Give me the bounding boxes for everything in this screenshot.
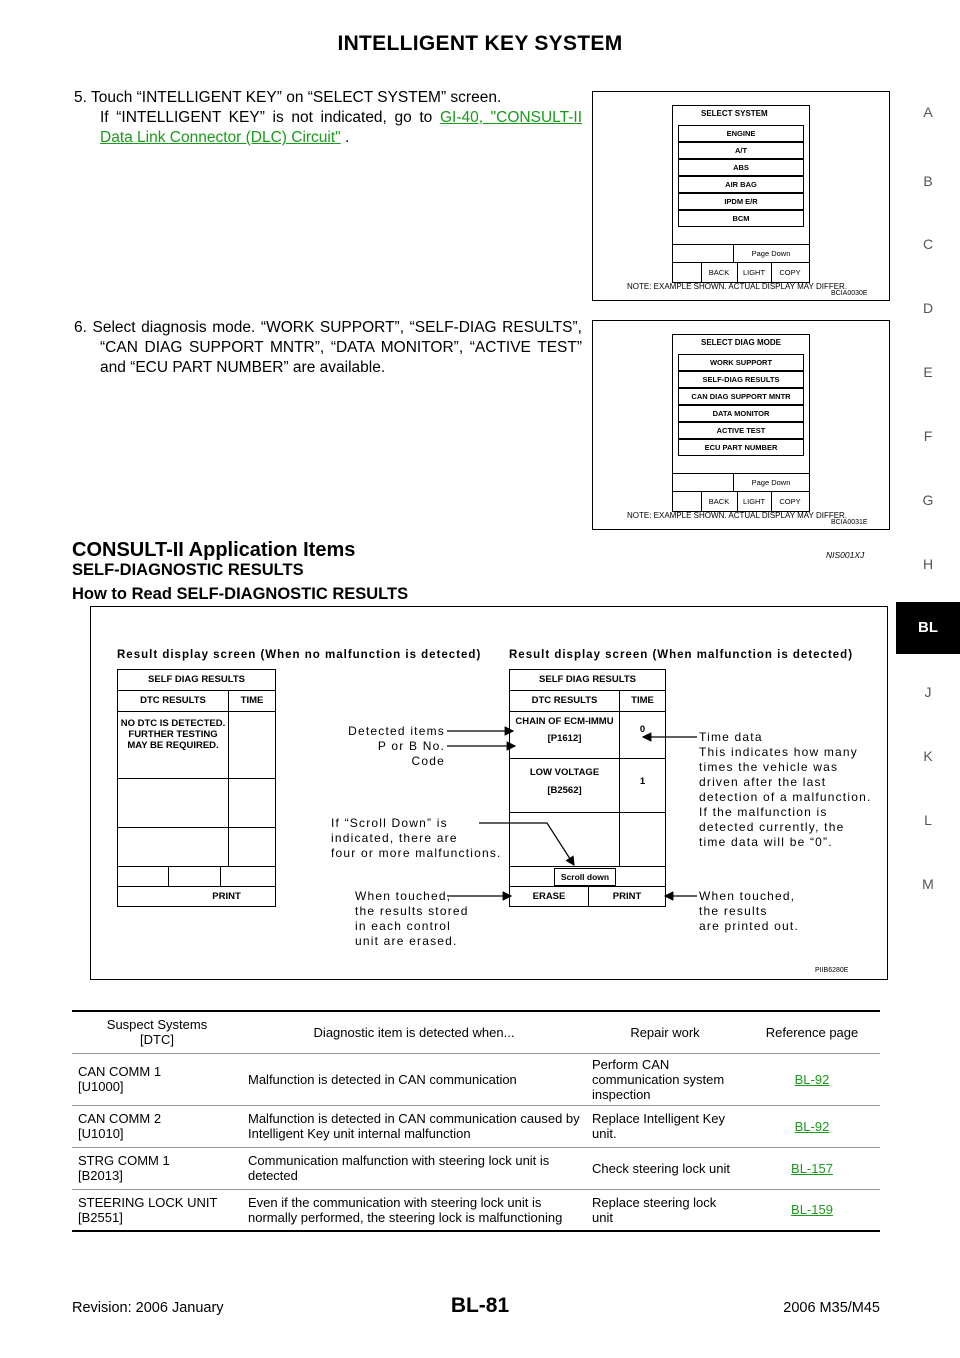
- step-5-suffix: .: [340, 129, 350, 146]
- left-print-button[interactable]: PRINT: [212, 891, 241, 902]
- system-name: STRG COMM 1: [78, 1153, 170, 1168]
- left-caption: Result display screen (When no malfunction is detected): [117, 649, 482, 661]
- scroll-down-button[interactable]: Scroll down: [554, 868, 616, 886]
- page-down-row: [673, 473, 809, 492]
- th-suspect-systems: [72, 1011, 242, 1053]
- footer-model: 2006 M35/M45: [783, 1300, 880, 1316]
- back-button[interactable]: BACK: [708, 268, 730, 277]
- system-code: [U1000]: [78, 1079, 124, 1094]
- footer-page-number: BL-81: [450, 1294, 510, 1317]
- figure-code: BCIA0031E: [831, 519, 868, 526]
- ann-time-line5: detection of a malfunction.: [699, 790, 872, 804]
- system-name: CAN COMM 2: [78, 1111, 162, 1126]
- left-col-time: TIME: [229, 691, 275, 712]
- ann-print-line3: are printed out.: [699, 919, 799, 933]
- table-row: [72, 1189, 880, 1231]
- menu-item-ecu-part-number[interactable]: ECU PART NUMBER: [678, 439, 804, 456]
- side-index-l[interactable]: L: [924, 812, 932, 828]
- dtc-item-2-time: 1: [639, 776, 646, 787]
- table-header-row: [72, 1011, 880, 1053]
- ann-erase-line4: unit are erased.: [355, 934, 458, 948]
- figure-note: NOTE: EXAMPLE SHOWN. ACTUAL DISPLAY MAY DIFFER.: [627, 511, 848, 520]
- side-index-j[interactable]: J: [924, 684, 932, 700]
- annotation-arrows: [91, 607, 887, 979]
- table-row: [72, 1105, 880, 1147]
- dtc-item-1-name: CHAIN OF ECM-IMMU: [515, 716, 614, 727]
- light-button[interactable]: LIGHT: [742, 497, 766, 506]
- ann-time-line8: time data will be “0”.: [699, 835, 833, 849]
- ann-scroll-line2: indicated, there are: [331, 831, 458, 845]
- table-row: [72, 1053, 880, 1105]
- cell-diag: Even if the communication with steering lock unit is normally performed, the steering lock is malfunctioning: [242, 1189, 586, 1231]
- side-index-b[interactable]: B: [923, 173, 933, 189]
- right-screen-header: SELF DIAG RESULTS: [510, 670, 665, 691]
- dtc-item-2-name: LOW VOLTAGE: [529, 767, 600, 778]
- back-button[interactable]: BACK: [708, 497, 730, 506]
- figure-select-system: [592, 91, 890, 301]
- step-5-prefix: If “INTELLIGENT KEY” is not indicated, go to: [100, 109, 440, 126]
- select-system-screen: [672, 105, 810, 283]
- cell-diag: Communication malfunction with steering lock unit is detected: [242, 1147, 586, 1189]
- menu-item-active-test[interactable]: ACTIVE TEST: [678, 422, 804, 439]
- figure-select-diag-mode: [592, 320, 890, 530]
- menu-item-at[interactable]: A/T: [678, 142, 804, 159]
- ann-time-line4: driven after the last: [699, 775, 827, 789]
- ref-link[interactable]: BL-157: [791, 1160, 833, 1176]
- gi-40-link[interactable]: GI-40, "CONSULT-II Data Link Connector (DLC) Circuit": [100, 109, 582, 146]
- light-button[interactable]: LIGHT: [742, 268, 766, 277]
- right-caption: Result display screen (When malfunction is detected): [509, 649, 854, 661]
- cell-system: [72, 1105, 242, 1147]
- no-dtc-line3: MAY BE REQUIRED.: [127, 740, 219, 751]
- ref-link[interactable]: BL-159: [791, 1202, 833, 1218]
- ann-print-line1: When touched,: [699, 889, 796, 903]
- menu-item-bcm[interactable]: BCM: [678, 210, 804, 227]
- ann-erase-line1: When touched,: [355, 889, 452, 903]
- menu-item-self-diag-results[interactable]: SELF-DIAG RESULTS: [678, 371, 804, 388]
- side-index-bl-active[interactable]: BL: [896, 602, 960, 654]
- ann-time-line2: This indicates how many: [699, 745, 858, 759]
- system-name: CAN COMM 1: [78, 1064, 162, 1079]
- ann-detected-line2: P or B No. Code: [377, 739, 445, 768]
- right-col-time: TIME: [620, 691, 665, 712]
- cell-repair: Replace steering lock unit: [586, 1189, 744, 1231]
- section-title: CONSULT-II Application Items: [72, 539, 356, 561]
- dtc-item-1-code: [P1612]: [547, 733, 582, 744]
- step-5: [74, 88, 582, 148]
- dtc-item-2-code: [B2562]: [547, 785, 582, 796]
- cell-ref: [744, 1053, 880, 1105]
- subsubsection-title: How to Read SELF-DIAGNOSTIC RESULTS: [72, 585, 409, 603]
- side-index-g[interactable]: G: [922, 492, 934, 508]
- copy-button[interactable]: COPY: [779, 497, 801, 506]
- left-col-dtc: DTC RESULTS: [118, 691, 229, 712]
- menu-item-air-bag[interactable]: AIR BAG: [678, 176, 804, 193]
- th-suspect-line2: [DTC]: [140, 1032, 174, 1048]
- th-reference-page: Reference page: [744, 1011, 880, 1053]
- ann-time-line1: Time data: [699, 730, 763, 744]
- step-5-line2: [74, 108, 582, 148]
- cell-ref: [744, 1105, 880, 1147]
- menu-item-data-monitor[interactable]: DATA MONITOR: [678, 405, 804, 422]
- system-code: [B2551]: [78, 1209, 123, 1225]
- figure-note: NOTE: EXAMPLE SHOWN. ACTUAL DISPLAY MAY DIFFER.: [627, 282, 848, 291]
- menu-item-can-diag[interactable]: CAN DIAG SUPPORT MNTR: [678, 388, 804, 405]
- step-5-line1: 5. Touch “INTELLIGENT KEY” on “SELECT SYSTEM” screen.: [74, 89, 502, 106]
- cell-repair: Replace Intelligent Key unit.: [586, 1105, 744, 1147]
- side-index-f[interactable]: F: [923, 428, 933, 444]
- system-name: STEERING LOCK UNIT: [78, 1194, 218, 1210]
- ann-scroll-line3: four or more malfunctions.: [331, 846, 502, 860]
- figure-code: BCIA0030E: [831, 290, 868, 297]
- left-screen-header: SELF DIAG RESULTS: [118, 670, 275, 691]
- ann-detected-line1: Detected items: [348, 724, 445, 738]
- screen-header: SELECT DIAG MODE: [701, 338, 782, 347]
- cell-ref: [744, 1189, 880, 1231]
- page-down-button[interactable]: Page Down: [751, 478, 791, 487]
- ann-time-line3: times the vehicle was: [699, 760, 839, 774]
- side-index-k[interactable]: K: [923, 748, 933, 764]
- no-dtc-line1: NO DTC IS DETECTED.: [120, 718, 226, 729]
- page-down-button[interactable]: Page Down: [751, 249, 791, 258]
- th-diagnostic-item: Diagnostic item is detected when...: [242, 1011, 586, 1053]
- button-row: [673, 491, 809, 511]
- side-index-h[interactable]: H: [922, 556, 934, 572]
- cell-system: [72, 1189, 242, 1231]
- page-title: INTELLIGENT KEY SYSTEM: [337, 32, 623, 55]
- system-code: [B2013]: [78, 1168, 123, 1183]
- ann-print-line2: the results: [699, 904, 768, 918]
- cell-repair: Perform CAN communication system inspection: [586, 1053, 744, 1105]
- menu-item-abs[interactable]: ABS: [678, 159, 804, 176]
- system-code: [U1010]: [78, 1126, 124, 1141]
- page-down-row: [673, 244, 809, 263]
- table-row: [72, 1147, 880, 1189]
- figure-self-diag-results: [90, 606, 888, 980]
- menu-item-engine[interactable]: ENGINE: [678, 125, 804, 142]
- menu-item-work-support[interactable]: WORK SUPPORT: [678, 354, 804, 371]
- ref-link[interactable]: BL-92: [794, 1071, 830, 1087]
- copy-button[interactable]: COPY: [779, 268, 801, 277]
- dtc-table: [72, 1010, 880, 1232]
- right-print-button[interactable]: PRINT: [612, 891, 642, 902]
- ann-time-line7: detected currently, the: [699, 820, 845, 834]
- section-code: NIS001XJ: [826, 550, 865, 560]
- step-6: 6. Select diagnosis mode. “WORK SUPPORT”, “SELF-DIAG RESULTS”, “CAN DIAG SUPPORT MNTR”, “DATA MONITOR”, “ACTIVE TEST” and “ECU PART NUMBER” are available.: [74, 319, 582, 376]
- no-dtc-line2: FURTHER TESTING: [128, 729, 218, 740]
- erase-button[interactable]: ERASE: [532, 891, 566, 902]
- side-index-m[interactable]: M: [922, 876, 934, 892]
- dtc-item-1-time: 0: [639, 724, 646, 735]
- th-suspect-line1: Suspect Systems: [106, 1017, 208, 1033]
- ann-erase-line3: in each control: [355, 919, 452, 933]
- ann-erase-line2: the results stored: [355, 904, 469, 918]
- side-index-c[interactable]: C: [922, 236, 934, 252]
- ref-link[interactable]: BL-92: [794, 1118, 830, 1134]
- footer-revision: Revision: 2006 January: [72, 1300, 224, 1316]
- cell-diag: Malfunction is detected in CAN communication: [242, 1053, 586, 1105]
- side-index-a[interactable]: A: [923, 104, 933, 120]
- button-row: [673, 262, 809, 282]
- screen-header: SELECT SYSTEM: [701, 109, 768, 118]
- arrow-scroll-down: [479, 823, 574, 865]
- th-repair-work: Repair work: [586, 1011, 744, 1053]
- cell-system: [72, 1053, 242, 1105]
- figure-code: PIIB6280E: [815, 967, 849, 974]
- cell-diag: Malfunction is detected in CAN communication caused by Intelligent Key unit internal malfunction: [242, 1105, 586, 1147]
- select-diag-mode-screen: [672, 334, 810, 512]
- menu-item-ipdm[interactable]: IPDM E/R: [678, 193, 804, 210]
- side-index-d[interactable]: D: [922, 300, 934, 316]
- ann-scroll-line1: If “Scroll Down” is: [331, 816, 448, 830]
- side-index-e[interactable]: E: [923, 364, 933, 380]
- ann-time-line6: If the malfunction is: [699, 805, 828, 819]
- cell-repair: Check steering lock unit: [586, 1147, 744, 1189]
- cell-ref: [744, 1147, 880, 1189]
- cell-system: [72, 1147, 242, 1189]
- subsection-title: SELF-DIAGNOSTIC RESULTS: [72, 561, 304, 579]
- right-col-dtc: DTC RESULTS: [510, 691, 620, 712]
